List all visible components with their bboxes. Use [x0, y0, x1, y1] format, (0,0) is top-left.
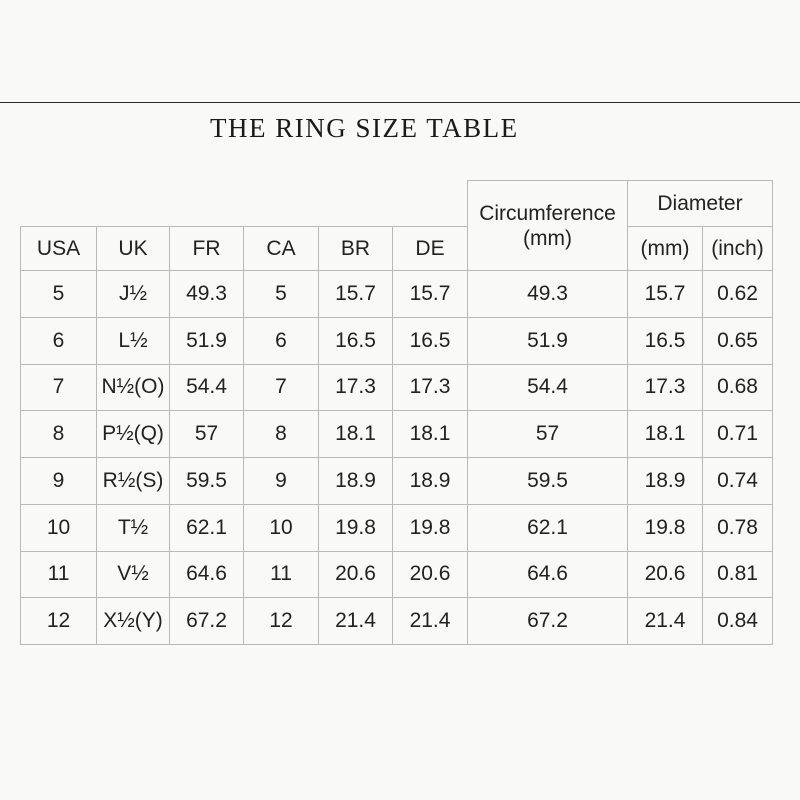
cell-ca: 12: [244, 598, 319, 645]
cell-ca: 10: [244, 504, 319, 551]
cell-uk: T½: [97, 504, 170, 551]
table-row: [21, 598, 773, 645]
cell-diameter-inch: 0.65: [703, 317, 773, 364]
cell-diameter-mm: 15.7: [628, 271, 703, 318]
cell-br: 18.1: [319, 411, 393, 458]
cell-de: 18.1: [393, 411, 468, 458]
cell-ca: 9: [244, 458, 319, 505]
cell-diameter-inch: 0.84: [703, 598, 773, 645]
ring-size-table: [20, 180, 773, 645]
page-title: THE RING SIZE TABLE: [210, 113, 519, 143]
cell-ca: 7: [244, 364, 319, 411]
cell-de: 16.5: [393, 317, 468, 364]
cell-br: 18.9: [319, 458, 393, 505]
cell-diameter-mm: 17.3: [628, 364, 703, 411]
cell-usa: 5: [21, 271, 97, 318]
col-header-de: DE: [393, 227, 468, 271]
cell-de: 15.7: [393, 271, 468, 318]
col-header-br: BR: [319, 227, 393, 271]
table-row: [21, 411, 773, 458]
cell-uk: L½: [97, 317, 170, 364]
cell-usa: 11: [21, 551, 97, 598]
cell-br: 19.8: [319, 504, 393, 551]
header-top-row: [21, 181, 773, 227]
cell-circumference-mm: 54.4: [468, 364, 628, 411]
cell-fr: 67.2: [170, 598, 244, 645]
col-header-diameter-mm: (mm): [628, 227, 703, 271]
cell-de: 21.4: [393, 598, 468, 645]
cell-diameter-inch: 0.62: [703, 271, 773, 318]
cell-uk: J½: [97, 271, 170, 318]
cell-fr: 62.1: [170, 504, 244, 551]
cell-circumference-mm: 67.2: [468, 598, 628, 645]
cell-uk: V½: [97, 551, 170, 598]
cell-diameter-mm: 19.8: [628, 504, 703, 551]
cell-diameter-inch: 0.74: [703, 458, 773, 505]
table-row: [21, 551, 773, 598]
cell-usa: 10: [21, 504, 97, 551]
col-header-usa: USA: [21, 227, 97, 271]
cell-circumference-mm: 64.6: [468, 551, 628, 598]
cell-diameter-inch: 0.71: [703, 411, 773, 458]
cell-uk: N½(O): [97, 364, 170, 411]
cell-de: 20.6: [393, 551, 468, 598]
cell-fr: 64.6: [170, 551, 244, 598]
cell-br: 17.3: [319, 364, 393, 411]
cell-br: 21.4: [319, 598, 393, 645]
cell-fr: 49.3: [170, 271, 244, 318]
cell-ca: 11: [244, 551, 319, 598]
cell-diameter-mm: 18.9: [628, 458, 703, 505]
table-row: [21, 271, 773, 318]
cell-circumference-mm: 51.9: [468, 317, 628, 364]
cell-usa: 8: [21, 411, 97, 458]
cell-fr: 59.5: [170, 458, 244, 505]
cell-usa: 12: [21, 598, 97, 645]
cell-fr: 57: [170, 411, 244, 458]
table-row: [21, 317, 773, 364]
cell-de: 19.8: [393, 504, 468, 551]
cell-br: 15.7: [319, 271, 393, 318]
cell-fr: 51.9: [170, 317, 244, 364]
col-header-circumference: Circumference (mm): [468, 181, 628, 271]
cell-uk: X½(Y): [97, 598, 170, 645]
cell-circumference-mm: 59.5: [468, 458, 628, 505]
cell-circumference-mm: 49.3: [468, 271, 628, 318]
col-header-ca: CA: [244, 227, 319, 271]
cell-usa: 7: [21, 364, 97, 411]
cell-ca: 8: [244, 411, 319, 458]
cell-usa: 9: [21, 458, 97, 505]
col-header-uk: UK: [97, 227, 170, 271]
cell-de: 17.3: [393, 364, 468, 411]
table-row: [21, 504, 773, 551]
col-header-diameter: Diameter: [628, 181, 773, 227]
cell-diameter-inch: 0.78: [703, 504, 773, 551]
cell-usa: 6: [21, 317, 97, 364]
col-header-fr: FR: [170, 227, 244, 271]
top-divider-line: [0, 102, 800, 103]
cell-circumference-mm: 62.1: [468, 504, 628, 551]
cell-diameter-mm: 16.5: [628, 317, 703, 364]
col-header-diameter-inch: (inch): [703, 227, 773, 271]
cell-uk: P½(Q): [97, 411, 170, 458]
cell-diameter-mm: 18.1: [628, 411, 703, 458]
cell-diameter-inch: 0.68: [703, 364, 773, 411]
table-row: [21, 458, 773, 505]
cell-diameter-inch: 0.81: [703, 551, 773, 598]
cell-de: 18.9: [393, 458, 468, 505]
cell-circumference-mm: 57: [468, 411, 628, 458]
table-row: [21, 364, 773, 411]
cell-diameter-mm: 21.4: [628, 598, 703, 645]
header-row: [21, 227, 773, 271]
cell-ca: 5: [244, 271, 319, 318]
cell-diameter-mm: 20.6: [628, 551, 703, 598]
cell-ca: 6: [244, 317, 319, 364]
cell-fr: 54.4: [170, 364, 244, 411]
cell-uk: R½(S): [97, 458, 170, 505]
header-spacer: [21, 181, 468, 227]
cell-br: 16.5: [319, 317, 393, 364]
cell-br: 20.6: [319, 551, 393, 598]
